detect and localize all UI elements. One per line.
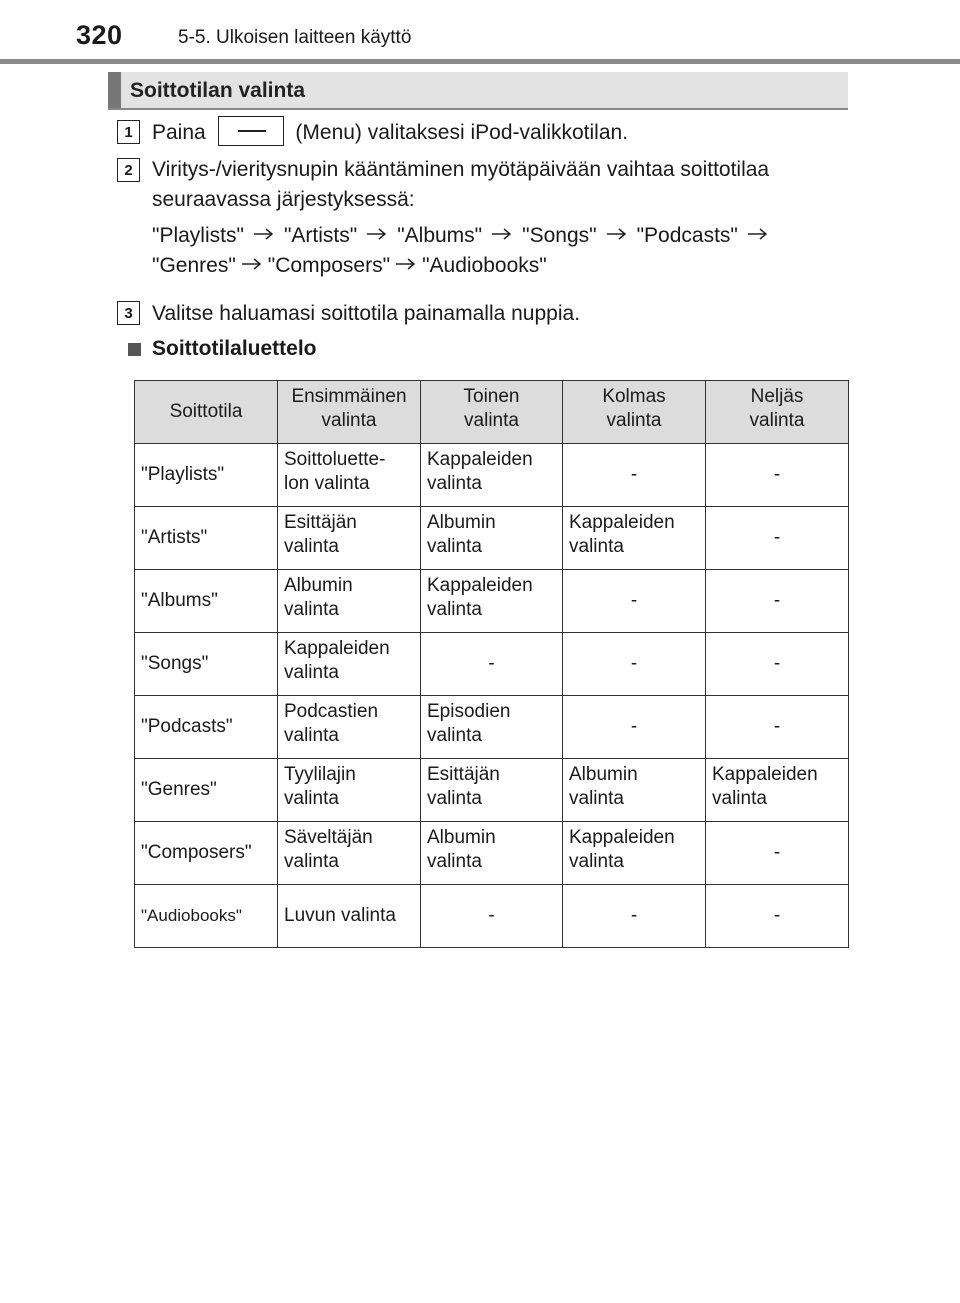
cell-line: valinta bbox=[427, 788, 482, 809]
square-bullet-icon bbox=[128, 343, 141, 356]
selection-cell bbox=[706, 759, 849, 822]
selection-cell bbox=[278, 570, 421, 633]
step-3-text: Valitse haluamasi soittotila painamalla nuppia. bbox=[152, 302, 581, 325]
selection-cell bbox=[421, 822, 563, 885]
play-mode-table bbox=[134, 380, 849, 948]
selection-cell bbox=[421, 696, 563, 759]
selection-cell bbox=[278, 444, 421, 507]
step-1-text-after: (Menu) valitaksesi iPod-valikkotilan. bbox=[295, 121, 629, 144]
cell-line: - bbox=[773, 590, 781, 611]
cell-line: "Playlists" bbox=[141, 464, 225, 485]
sequence-item: "Podcasts" bbox=[636, 224, 738, 247]
step-2-line2: seuraavassa järjestyksessä: bbox=[152, 188, 415, 211]
cell-line: - bbox=[630, 716, 638, 737]
cell-line: - bbox=[488, 653, 495, 674]
cell-line: - bbox=[773, 716, 781, 737]
cell-line: - bbox=[630, 590, 638, 611]
mode-name-cell bbox=[135, 507, 278, 570]
cell-line: valinta bbox=[427, 725, 482, 746]
header-line: Ensimmäinen bbox=[291, 386, 407, 407]
table-header-row bbox=[135, 381, 849, 444]
cell-line: Esittäjän bbox=[284, 512, 357, 533]
cell-line: lon valinta bbox=[284, 473, 370, 494]
sequence-item: "Artists" bbox=[283, 224, 358, 247]
step-2-badge: 2 bbox=[117, 158, 140, 182]
selection-cell bbox=[563, 633, 706, 696]
cell-line: Episodien bbox=[427, 701, 511, 722]
arrow-right-icon bbox=[748, 228, 768, 240]
cell-line: "Composers" bbox=[141, 842, 252, 863]
step-2-line1: Viritys-/vieritysnupin kääntäminen myötäpäivään vaihtaa soittotilaa bbox=[152, 158, 770, 181]
cell-line: valinta bbox=[569, 536, 624, 557]
header-rule bbox=[0, 59, 960, 64]
cell-line: Albumin bbox=[427, 512, 496, 533]
cell-line: - bbox=[630, 464, 638, 485]
cell-line: valinta bbox=[569, 788, 624, 809]
sequence-item: "Genres" bbox=[152, 254, 236, 277]
selection-cell bbox=[706, 507, 849, 570]
sequence-item: "Audiobooks" bbox=[422, 254, 547, 277]
header-line: Toinen bbox=[463, 386, 520, 407]
table-row bbox=[135, 633, 849, 696]
selection-cell bbox=[421, 633, 563, 696]
cell-line: valinta bbox=[427, 599, 482, 620]
cell-line: valinta bbox=[427, 851, 482, 872]
table-row bbox=[135, 822, 849, 885]
sequence-item: "Songs" bbox=[522, 224, 597, 247]
selection-cell bbox=[706, 444, 849, 507]
cell-line: - bbox=[773, 653, 781, 674]
section-heading-bar bbox=[108, 72, 848, 110]
selection-cell bbox=[421, 507, 563, 570]
cell-line: valinta bbox=[284, 725, 339, 746]
cell-line: - bbox=[773, 464, 781, 485]
header-line: valinta bbox=[464, 410, 519, 431]
selection-cell bbox=[563, 822, 706, 885]
arrow-right-icon bbox=[492, 228, 512, 240]
cell-line: Luvun valinta bbox=[284, 905, 396, 926]
arrow-right-icon bbox=[242, 258, 262, 270]
table-header-cell bbox=[421, 381, 563, 444]
cell-line: "Audiobooks" bbox=[141, 906, 242, 925]
header-line: Neljäs bbox=[750, 386, 804, 407]
arrow-right-icon bbox=[367, 228, 387, 240]
arrow-right-icon bbox=[254, 228, 274, 240]
selection-cell bbox=[706, 822, 849, 885]
selection-cell bbox=[706, 885, 849, 948]
header-line: Soittotila bbox=[169, 401, 243, 422]
cell-line: - bbox=[630, 905, 638, 926]
cell-line: Säveltäjän bbox=[284, 827, 373, 848]
cell-line: valinta bbox=[284, 536, 339, 557]
cell-line: Albumin bbox=[284, 575, 353, 596]
cell-line: valinta bbox=[712, 788, 767, 809]
header-line: Kolmas bbox=[602, 386, 666, 407]
cell-line: "Artists" bbox=[141, 527, 208, 548]
mode-name-cell bbox=[135, 444, 278, 507]
arrow-right-icon bbox=[396, 258, 416, 270]
selection-cell bbox=[278, 885, 421, 948]
header-line: valinta bbox=[606, 410, 662, 431]
step-3-badge: 3 bbox=[117, 301, 140, 325]
menu-button-icon bbox=[218, 116, 284, 146]
cell-line: "Genres" bbox=[141, 779, 217, 800]
cell-line: valinta bbox=[427, 473, 482, 494]
cell-line: - bbox=[773, 905, 781, 926]
sequence-line-2 bbox=[152, 254, 547, 278]
header-line: valinta bbox=[321, 410, 377, 431]
cell-line: Tyylilajin bbox=[284, 764, 356, 785]
header-line: valinta bbox=[749, 410, 805, 431]
page-number: 320 bbox=[76, 20, 123, 50]
cell-line: valinta bbox=[284, 788, 339, 809]
subsection-title: Soittotilaluettelo bbox=[152, 337, 317, 360]
subsection-heading bbox=[128, 337, 317, 361]
mode-name-cell bbox=[135, 759, 278, 822]
cell-line: valinta bbox=[284, 599, 339, 620]
mode-name-cell bbox=[135, 633, 278, 696]
selection-cell bbox=[706, 696, 849, 759]
selection-cell bbox=[278, 822, 421, 885]
mode-name-cell bbox=[135, 885, 278, 948]
table-header-cell bbox=[563, 381, 706, 444]
sequence-item: "Albums" bbox=[397, 224, 483, 247]
sequence-item: "Composers" bbox=[267, 254, 391, 277]
step-1-badge: 1 bbox=[117, 120, 140, 144]
selection-cell bbox=[563, 885, 706, 948]
cell-line: Kappaleiden bbox=[427, 449, 533, 470]
cell-line: "Podcasts" bbox=[141, 716, 233, 737]
cell-line: Kappaleiden bbox=[427, 575, 533, 596]
selection-cell bbox=[278, 759, 421, 822]
selection-cell bbox=[278, 696, 421, 759]
selection-cell bbox=[706, 633, 849, 696]
cell-line: valinta bbox=[284, 851, 339, 872]
cell-line: valinta bbox=[569, 851, 624, 872]
cell-line: Esittäjän bbox=[427, 764, 500, 785]
selection-cell bbox=[563, 507, 706, 570]
cell-line: "Albums" bbox=[141, 590, 218, 611]
section-title: Soittotilan valinta bbox=[130, 79, 306, 102]
cell-line: Kappaleiden bbox=[569, 827, 675, 848]
cell-line: - bbox=[488, 905, 495, 926]
selection-cell bbox=[421, 885, 563, 948]
cell-line: Podcastien bbox=[284, 701, 379, 722]
table-row bbox=[135, 507, 849, 570]
cell-line: Kappaleiden bbox=[284, 638, 390, 659]
cell-line: - bbox=[773, 527, 781, 548]
selection-cell bbox=[563, 570, 706, 633]
selection-cell bbox=[706, 570, 849, 633]
table-header-cell bbox=[278, 381, 421, 444]
cell-line: - bbox=[630, 653, 638, 674]
selection-cell bbox=[421, 570, 563, 633]
sequence-line-1 bbox=[152, 224, 778, 248]
table-header-cell bbox=[135, 381, 278, 444]
mode-name-cell bbox=[135, 570, 278, 633]
cell-line: - bbox=[773, 842, 781, 863]
cell-line: Kappaleiden bbox=[569, 512, 675, 533]
selection-cell bbox=[278, 633, 421, 696]
selection-cell bbox=[421, 759, 563, 822]
sequence-item: "Playlists" bbox=[152, 224, 244, 247]
cell-line: valinta bbox=[284, 662, 339, 683]
selection-cell bbox=[563, 444, 706, 507]
step-1-text-before: Paina bbox=[152, 121, 206, 144]
selection-cell bbox=[563, 759, 706, 822]
step-1-text bbox=[152, 117, 628, 148]
table-row bbox=[135, 696, 849, 759]
table-row bbox=[135, 759, 849, 822]
selection-cell bbox=[563, 696, 706, 759]
selection-cell bbox=[421, 444, 563, 507]
selection-cell bbox=[278, 507, 421, 570]
cell-line: Kappaleiden bbox=[712, 764, 818, 785]
table-row bbox=[135, 570, 849, 633]
cell-line: Albumin bbox=[427, 827, 496, 848]
cell-line: Albumin bbox=[569, 764, 638, 785]
cell-line: valinta bbox=[427, 536, 482, 557]
cell-line: "Songs" bbox=[141, 653, 209, 674]
table-body bbox=[135, 444, 849, 948]
arrow-right-icon bbox=[607, 228, 627, 240]
table-header-cell bbox=[706, 381, 849, 444]
mode-name-cell bbox=[135, 822, 278, 885]
chapter-title: 5-5. Ulkoisen laitteen käyttö bbox=[178, 27, 412, 48]
table-row bbox=[135, 885, 849, 948]
table-row bbox=[135, 444, 849, 507]
section-accent bbox=[108, 72, 121, 108]
mode-name-cell bbox=[135, 696, 278, 759]
cell-line: Soittoluette- bbox=[284, 449, 386, 470]
